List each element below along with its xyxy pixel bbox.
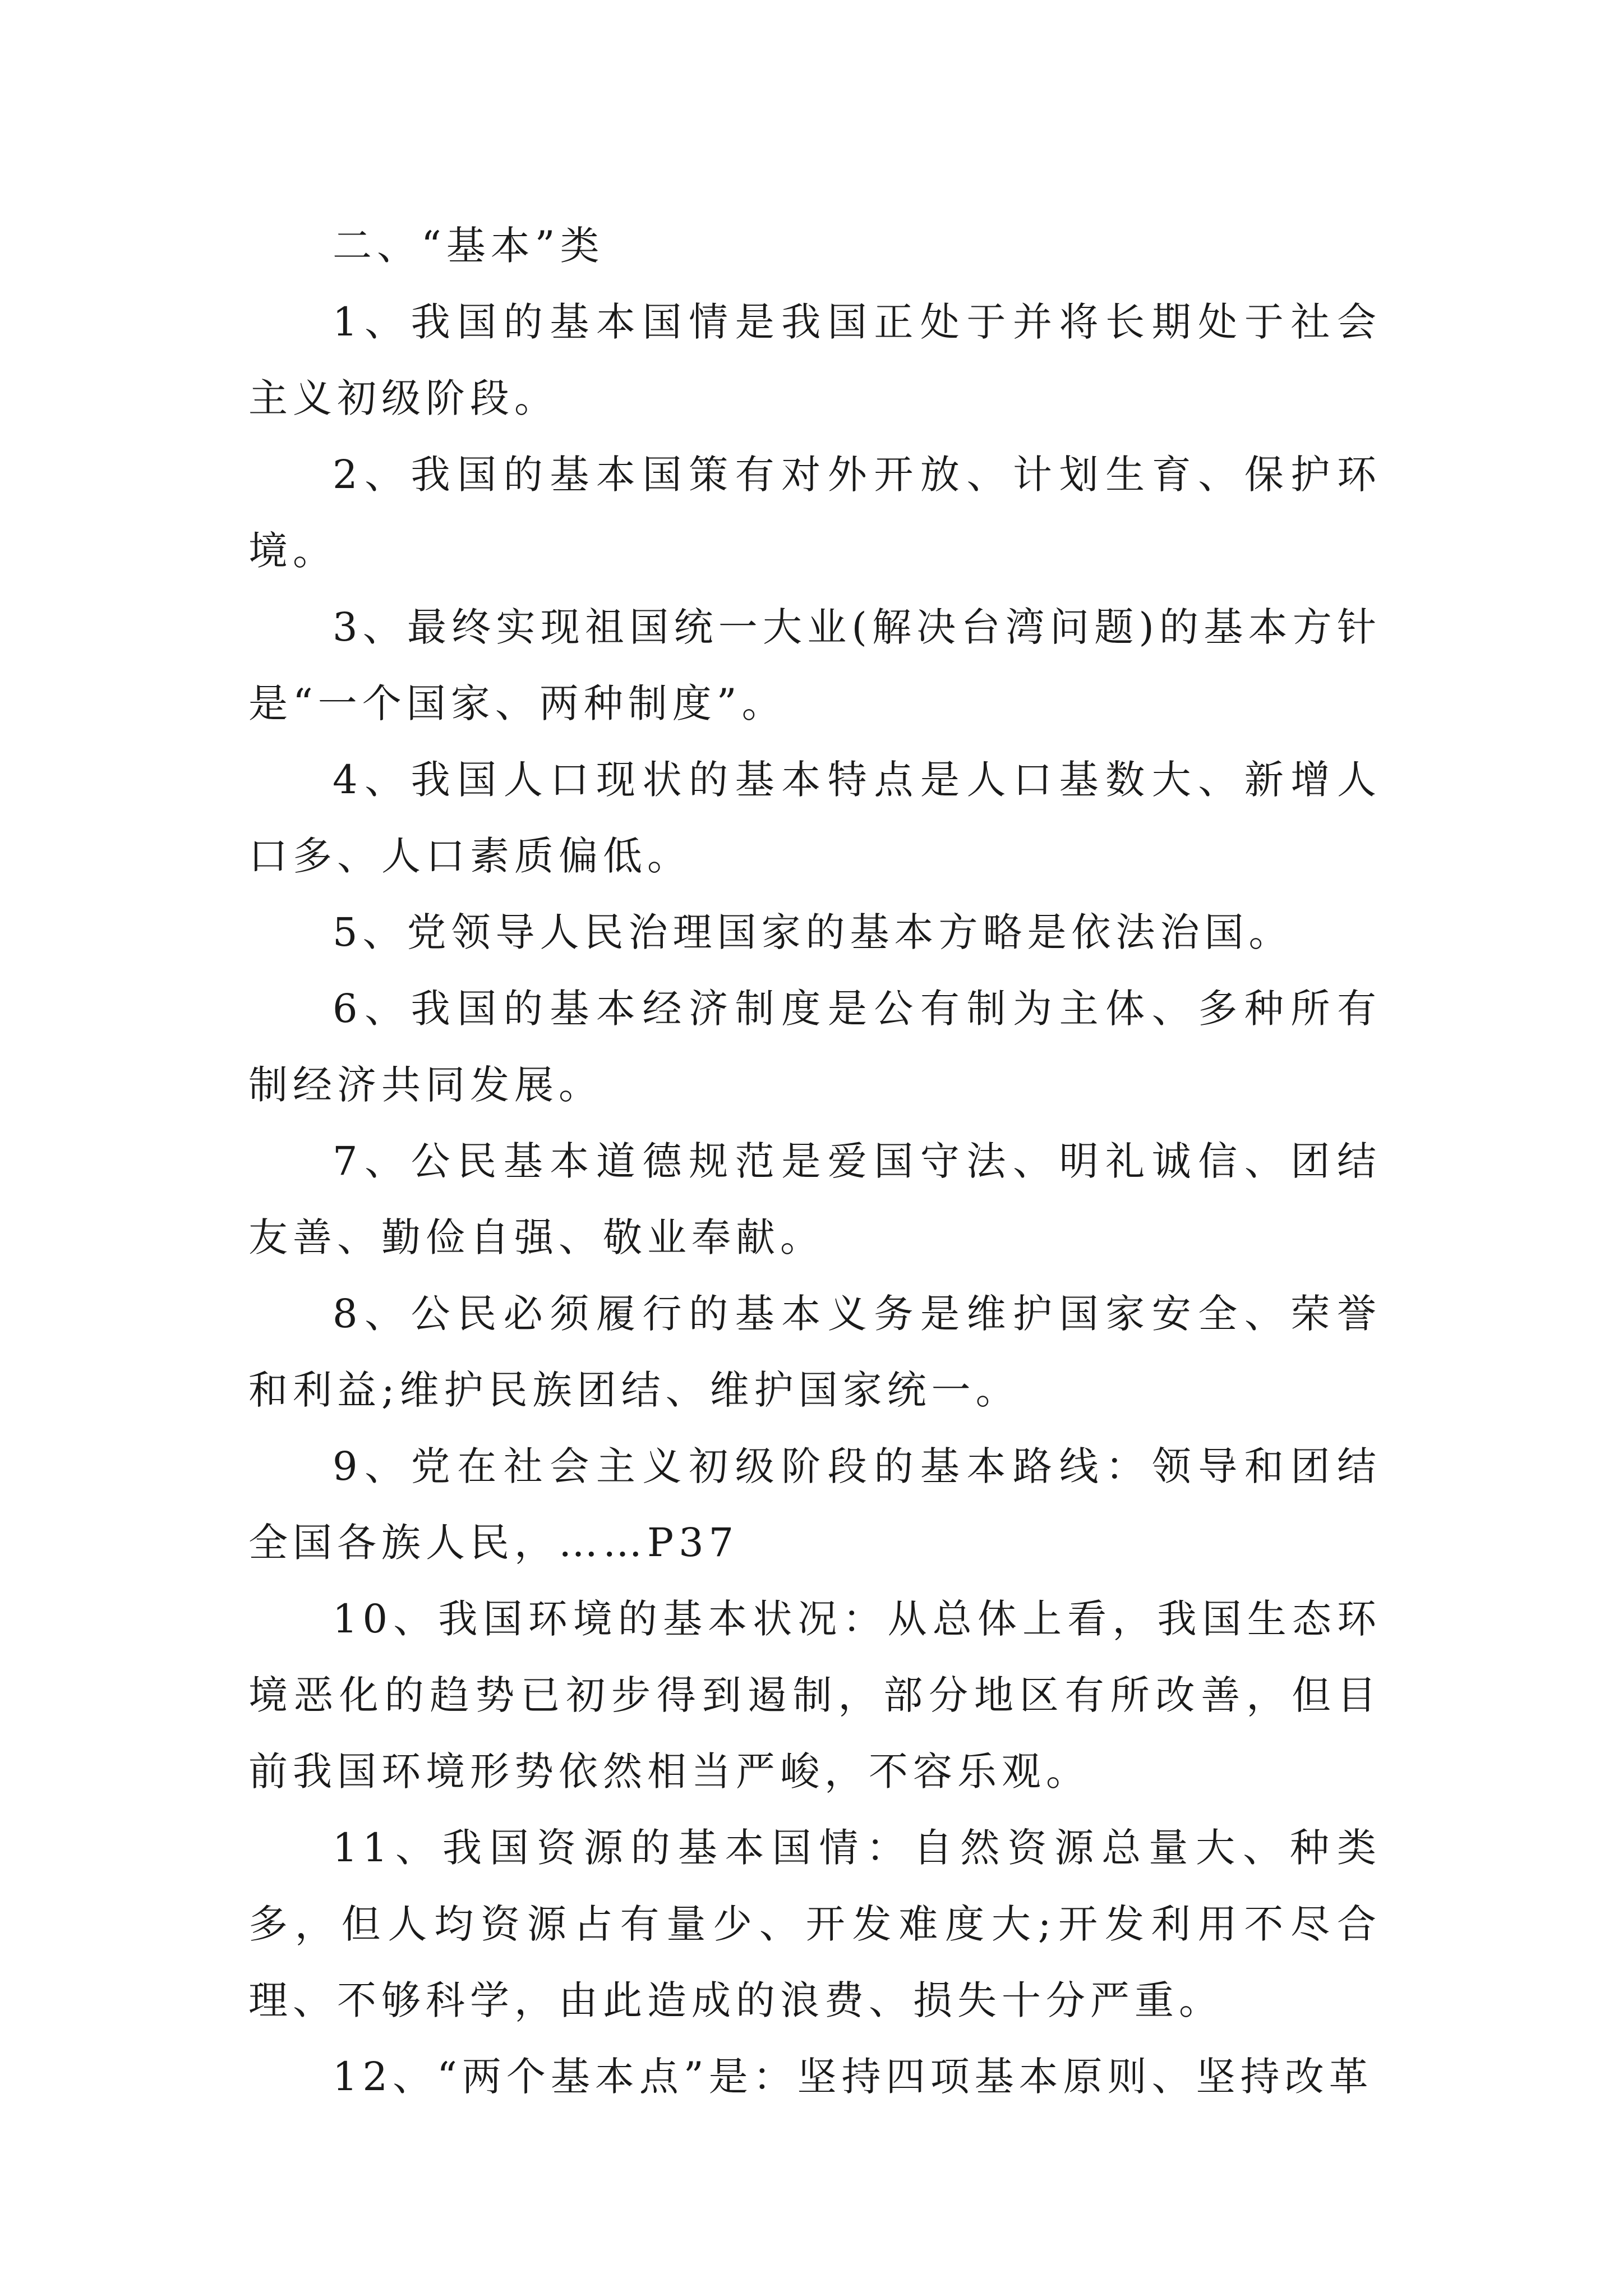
paragraph-3: 3、最终实现祖国统一大业(解决台湾问题)的基本方针是“一个国家、两种制度”。 [248, 604, 1381, 726]
paragraph-5: 5、党领导人民治理国家的基本方略是依法治国。 [333, 909, 1293, 955]
paragraph-6: 6、我国的基本经济制度是公有制为主体、多种所有制经济共同发展。 [248, 986, 1381, 1108]
paragraph-11: 11、我国资源的基本国情：自然资源总量大、种类多，但人均资源占有量少、开发难度大;开发利用不尽合理、不够科学，由此造成的浪费、损失十分严重。 [248, 1825, 1381, 2023]
paragraph-2: 2、我国的基本国策有对外开放、计划生育、保护环境。 [248, 452, 1381, 574]
paragraph-10: 10、我国环境的基本状况：从总体上看，我国生态环境恶化的趋势已初步得到遏制，部分地区有所改善，但目前我国环境形势依然相当严峻，不容乐观。 [248, 1596, 1381, 1795]
paragraph-4: 4、我国人口现状的基本特点是人口基数大、新增人口多、人口素质偏低。 [248, 757, 1381, 879]
paragraph-7: 7、公民基本道德规范是爱国守法、明礼诚信、团结友善、勤俭自强、敬业奉献。 [248, 1138, 1381, 1260]
section-heading: 二、“基本”类 [333, 223, 605, 269]
paragraph-9: 9、党在社会主义初级阶段的基本路线：领导和团结全国各族人民，……P37 [248, 1443, 1381, 1566]
paragraph-1: 1、我国的基本国情是我国正处于并将长期处于社会主义初级阶段。 [248, 299, 1381, 421]
document-body [248, 208, 1381, 2115]
paragraph-12: 12、“两个基本点”是：坚持四项基本原则、坚持改革 [333, 2054, 1373, 2100]
paragraph-8: 8、公民必须履行的基本义务是维护国家安全、荣誉和利益;维护民族团结、维护国家统一。 [248, 1291, 1381, 1413]
